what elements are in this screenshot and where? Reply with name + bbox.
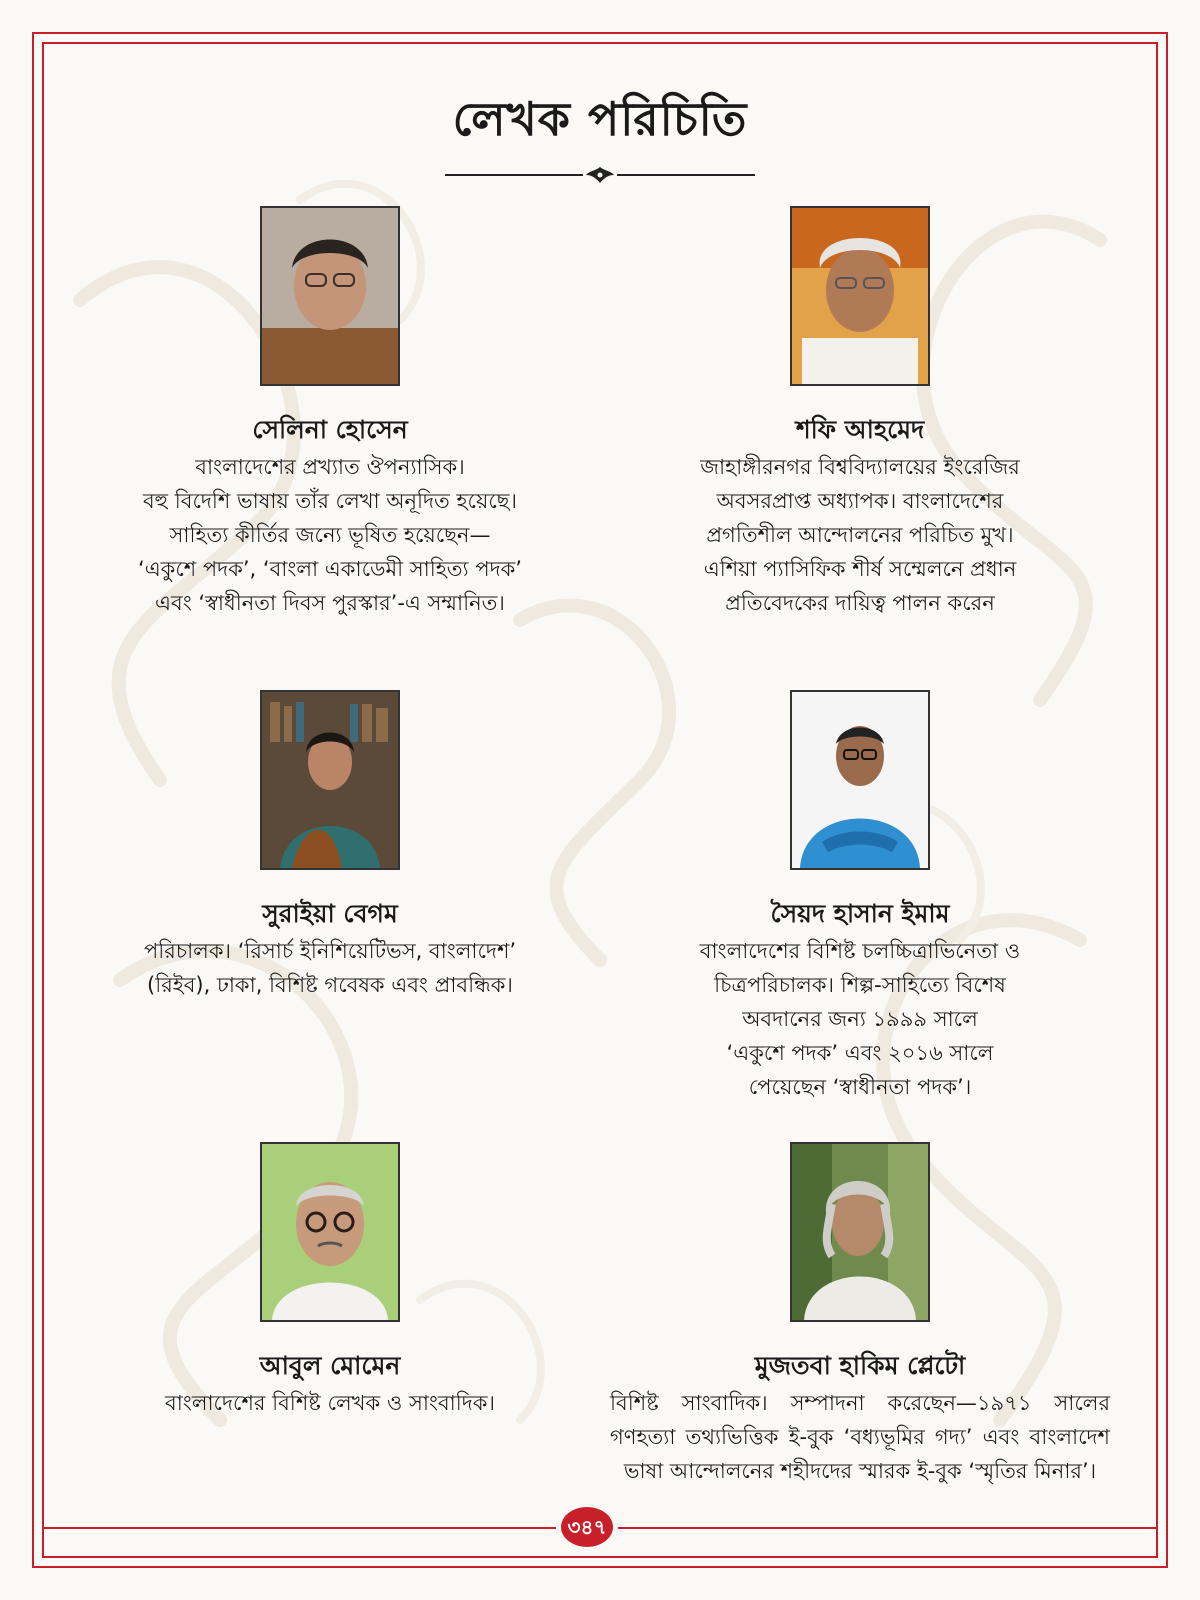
page-title: লেখক পরিচিতি	[452, 92, 748, 146]
author-card-mujtaba-hakim-plato	[580, 1142, 1140, 1488]
author-name: সেলিনা হোসেন	[252, 415, 408, 444]
author-bio: বিশিষ্ট সাংবাদিক। সম্পাদনা করেছেন—১৯৭১ সালের গণহত্যা তথ্যভিত্তিক ই-বুক ‘বধ্যভূমির গদ্য’ এবং বাংলাদেশ ভাষা আন্দোলনের শহীদদের স্মারক ই-বুক ‘স্মৃতির মিনার’।	[610, 1391, 1110, 1483]
author-name: মুজতবা হাকিম প্লেটো	[754, 1351, 966, 1380]
author-bio: বাংলাদেশের প্রখ্যাত ঔপন্যাসিক। বহু বিদেশি ভাষায় তাঁর লেখা অনূদিত হয়েছে। সাহিত্য কীর্তির জন্যে ভূষিত হয়েছেন— ‘একুশে পদক’, ‘বাংলা একাডেমী সাহিত্য পদক’ এবং ‘স্বাধীনতা দিবস পুরস্কার’-এ সম্মানিত।	[138, 455, 522, 615]
author-card-shafi-ahmed	[580, 206, 1140, 620]
page-number-rule-left	[44, 1527, 556, 1529]
author-photo	[790, 206, 930, 386]
page-number: ৩৪৭	[561, 1507, 613, 1547]
author-card-selina-hossain	[50, 206, 610, 620]
title-block	[0, 85, 1200, 185]
author-card-abul-momen	[50, 1142, 610, 1420]
author-name: সুরাইয়া বেগম	[262, 899, 398, 928]
author-name: শফি আহমেদ	[795, 415, 925, 444]
author-photo	[790, 690, 930, 870]
author-photo	[260, 206, 400, 386]
author-photo	[260, 1142, 400, 1322]
author-name: আবুল মোমেন	[259, 1351, 401, 1380]
author-card-suraiya-begum	[50, 690, 610, 1002]
author-bio: বাংলাদেশের বিশিষ্ট চলচ্চিত্রাভিনেতা ও চিত্রপরিচালক। শিল্প-সাহিত্যে বিশেষ অবদানের জন্য ১৯৯৯ সালে ‘একুশে পদক’ এবং ২০১৬ সালে পেয়েছেন ‘স্বাধীনতা পদক’।	[699, 939, 1021, 1099]
flourish-icon	[583, 165, 617, 185]
author-name: সৈয়দ হাসান ইমাম	[770, 899, 950, 928]
author-bio: পরিচালক। ‘রিসার্চ ইনিশিয়েটিভস, বাংলাদেশ’ (রিইব), ঢাকা, বিশিষ্ট গবেষক এবং প্রাবন্ধিক।	[143, 939, 517, 997]
page-number-rule-right	[618, 1527, 1156, 1529]
author-photo	[790, 1142, 930, 1322]
title-underline	[445, 165, 755, 185]
author-photo	[260, 690, 400, 870]
author-bio: জাহাঙ্গীরনগর বিশ্ববিদ্যালয়ের ইংরেজির অবসরপ্রাপ্ত অধ্যাপক। বাংলাদেশের প্রগতিশীল আন্দোলনের পরিচিত মুখ। এশিয়া প্যাসিফিক শীর্ষ সম্মেলনে প্রধান প্রতিবেদকের দায়িত্ব পালন করেন	[700, 455, 1020, 615]
author-card-syed-hasan-imam	[580, 690, 1140, 1104]
author-bio: বাংলাদেশের বিশিষ্ট লেখক ও সাংবাদিক।	[165, 1391, 495, 1415]
